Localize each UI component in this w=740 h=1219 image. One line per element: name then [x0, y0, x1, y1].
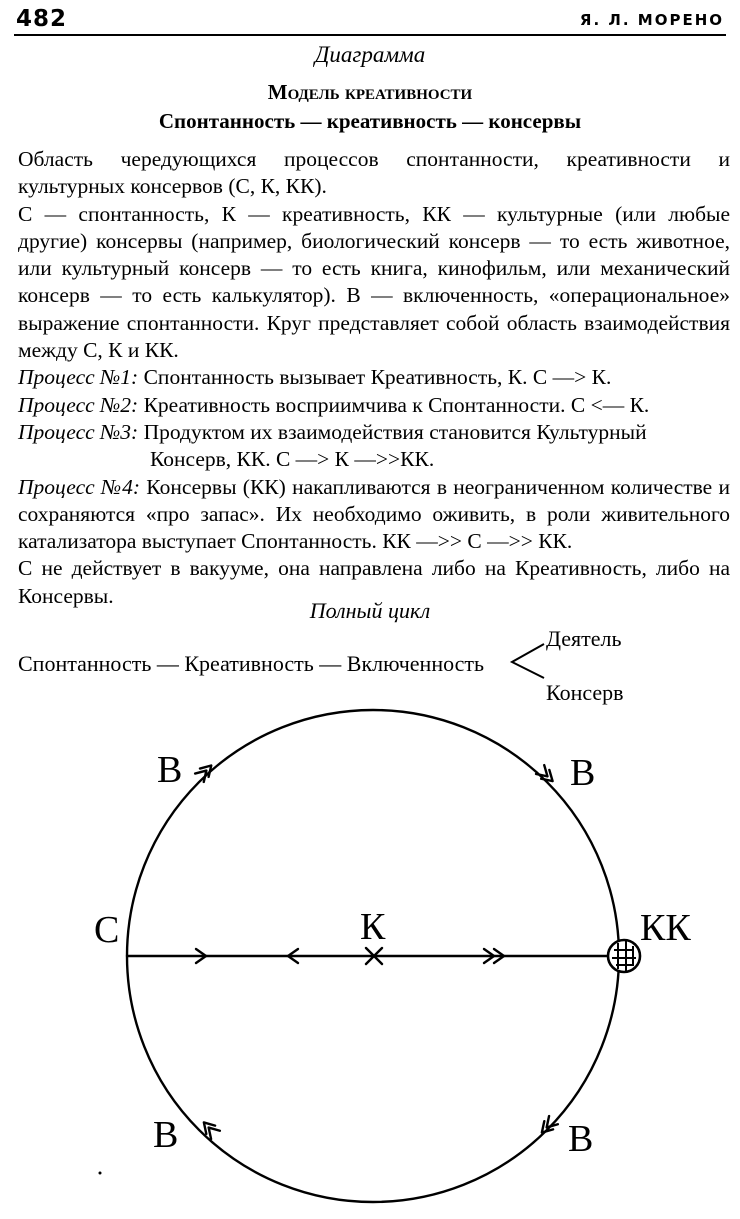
label-b-top-right: В [570, 752, 596, 794]
process-4 [18, 474, 730, 556]
process-1-label: Процесс №1: [18, 365, 139, 390]
process-2 [18, 392, 730, 419]
process-1-text: Спонтанность вызывает Креативность, К. С —> К. [138, 365, 612, 390]
kk-node [608, 940, 640, 972]
paragraph-definitions: С — спонтанность, К — креативность, КК — культурные (или любые другие) консервы (например, биологический консерв — то есть животное, или культурный консерв — то есть книга, кинофильм, или механический консерв — то есть калькулятор). В — включенность, «операциональное» выражение спонтанности. Круг представляет собой область взаимодействия между С, К и КК. [18, 201, 730, 363]
label-k: К [360, 906, 386, 948]
label-b-top-left: В [157, 749, 183, 791]
process-3-text: Продуктом их взаимодействия становится Культурный [138, 419, 647, 444]
paragraph-vacuum: С не действует в вакууме, она направлена либо на Креативность, либо на Консервы. [18, 556, 730, 608]
page-header [14, 6, 726, 36]
diagram-label: Диаграмма [314, 42, 426, 67]
arc-arrow-bottom-left [199, 1118, 219, 1139]
process-1 [18, 364, 730, 391]
label-b-bottom-left: В [153, 1114, 179, 1156]
cycle-title: Полный цикл [309, 598, 431, 623]
process-3-label: Процесс №3: [18, 419, 139, 444]
label-c: С [94, 909, 120, 951]
label-kk: КК [640, 907, 691, 949]
arc-arrow-top-left [195, 761, 215, 782]
branch-conserve: Консерв [546, 680, 624, 705]
process-4-text: Консервы (КК) накапливаются в неограниченном количестве и сохраняются «про запас». Их необходимо оживить, в роли живительного катализатора выступает Спонтанность. КК —>> С —>> КК. [18, 474, 731, 554]
fork-icon [508, 640, 548, 680]
running-head: Я. Л. МОРЕНО [579, 11, 724, 29]
body-text [18, 146, 730, 610]
page-number: 482 [16, 6, 68, 32]
paragraph-area: Область чередующихся процессов спонтанности, креативности и культурных консервов (С, К, КК). [18, 147, 730, 199]
title-model: Модель креативности [267, 80, 473, 104]
process-3-continuation: Консерв, КК. С —> К —>>КК. [150, 447, 435, 472]
cycle-diagram [0, 700, 740, 1219]
process-3 [18, 419, 730, 446]
title-subtitle: Спонтанность — креативность — консервы [158, 109, 582, 133]
arc-arrow-bottom-right [537, 1116, 557, 1137]
process-2-text: Креативность восприимчива к Спонтанности. С <— К. [138, 392, 650, 417]
process-4-label: Процесс №4: [18, 474, 141, 499]
label-b-bottom-right: В [568, 1118, 594, 1160]
branch-actor: Деятель [546, 626, 622, 651]
cycle-chain: Спонтанность — Креативность — Включенность [18, 651, 485, 676]
process-2-label: Процесс №2: [18, 392, 139, 417]
stray-dot [99, 1172, 102, 1175]
